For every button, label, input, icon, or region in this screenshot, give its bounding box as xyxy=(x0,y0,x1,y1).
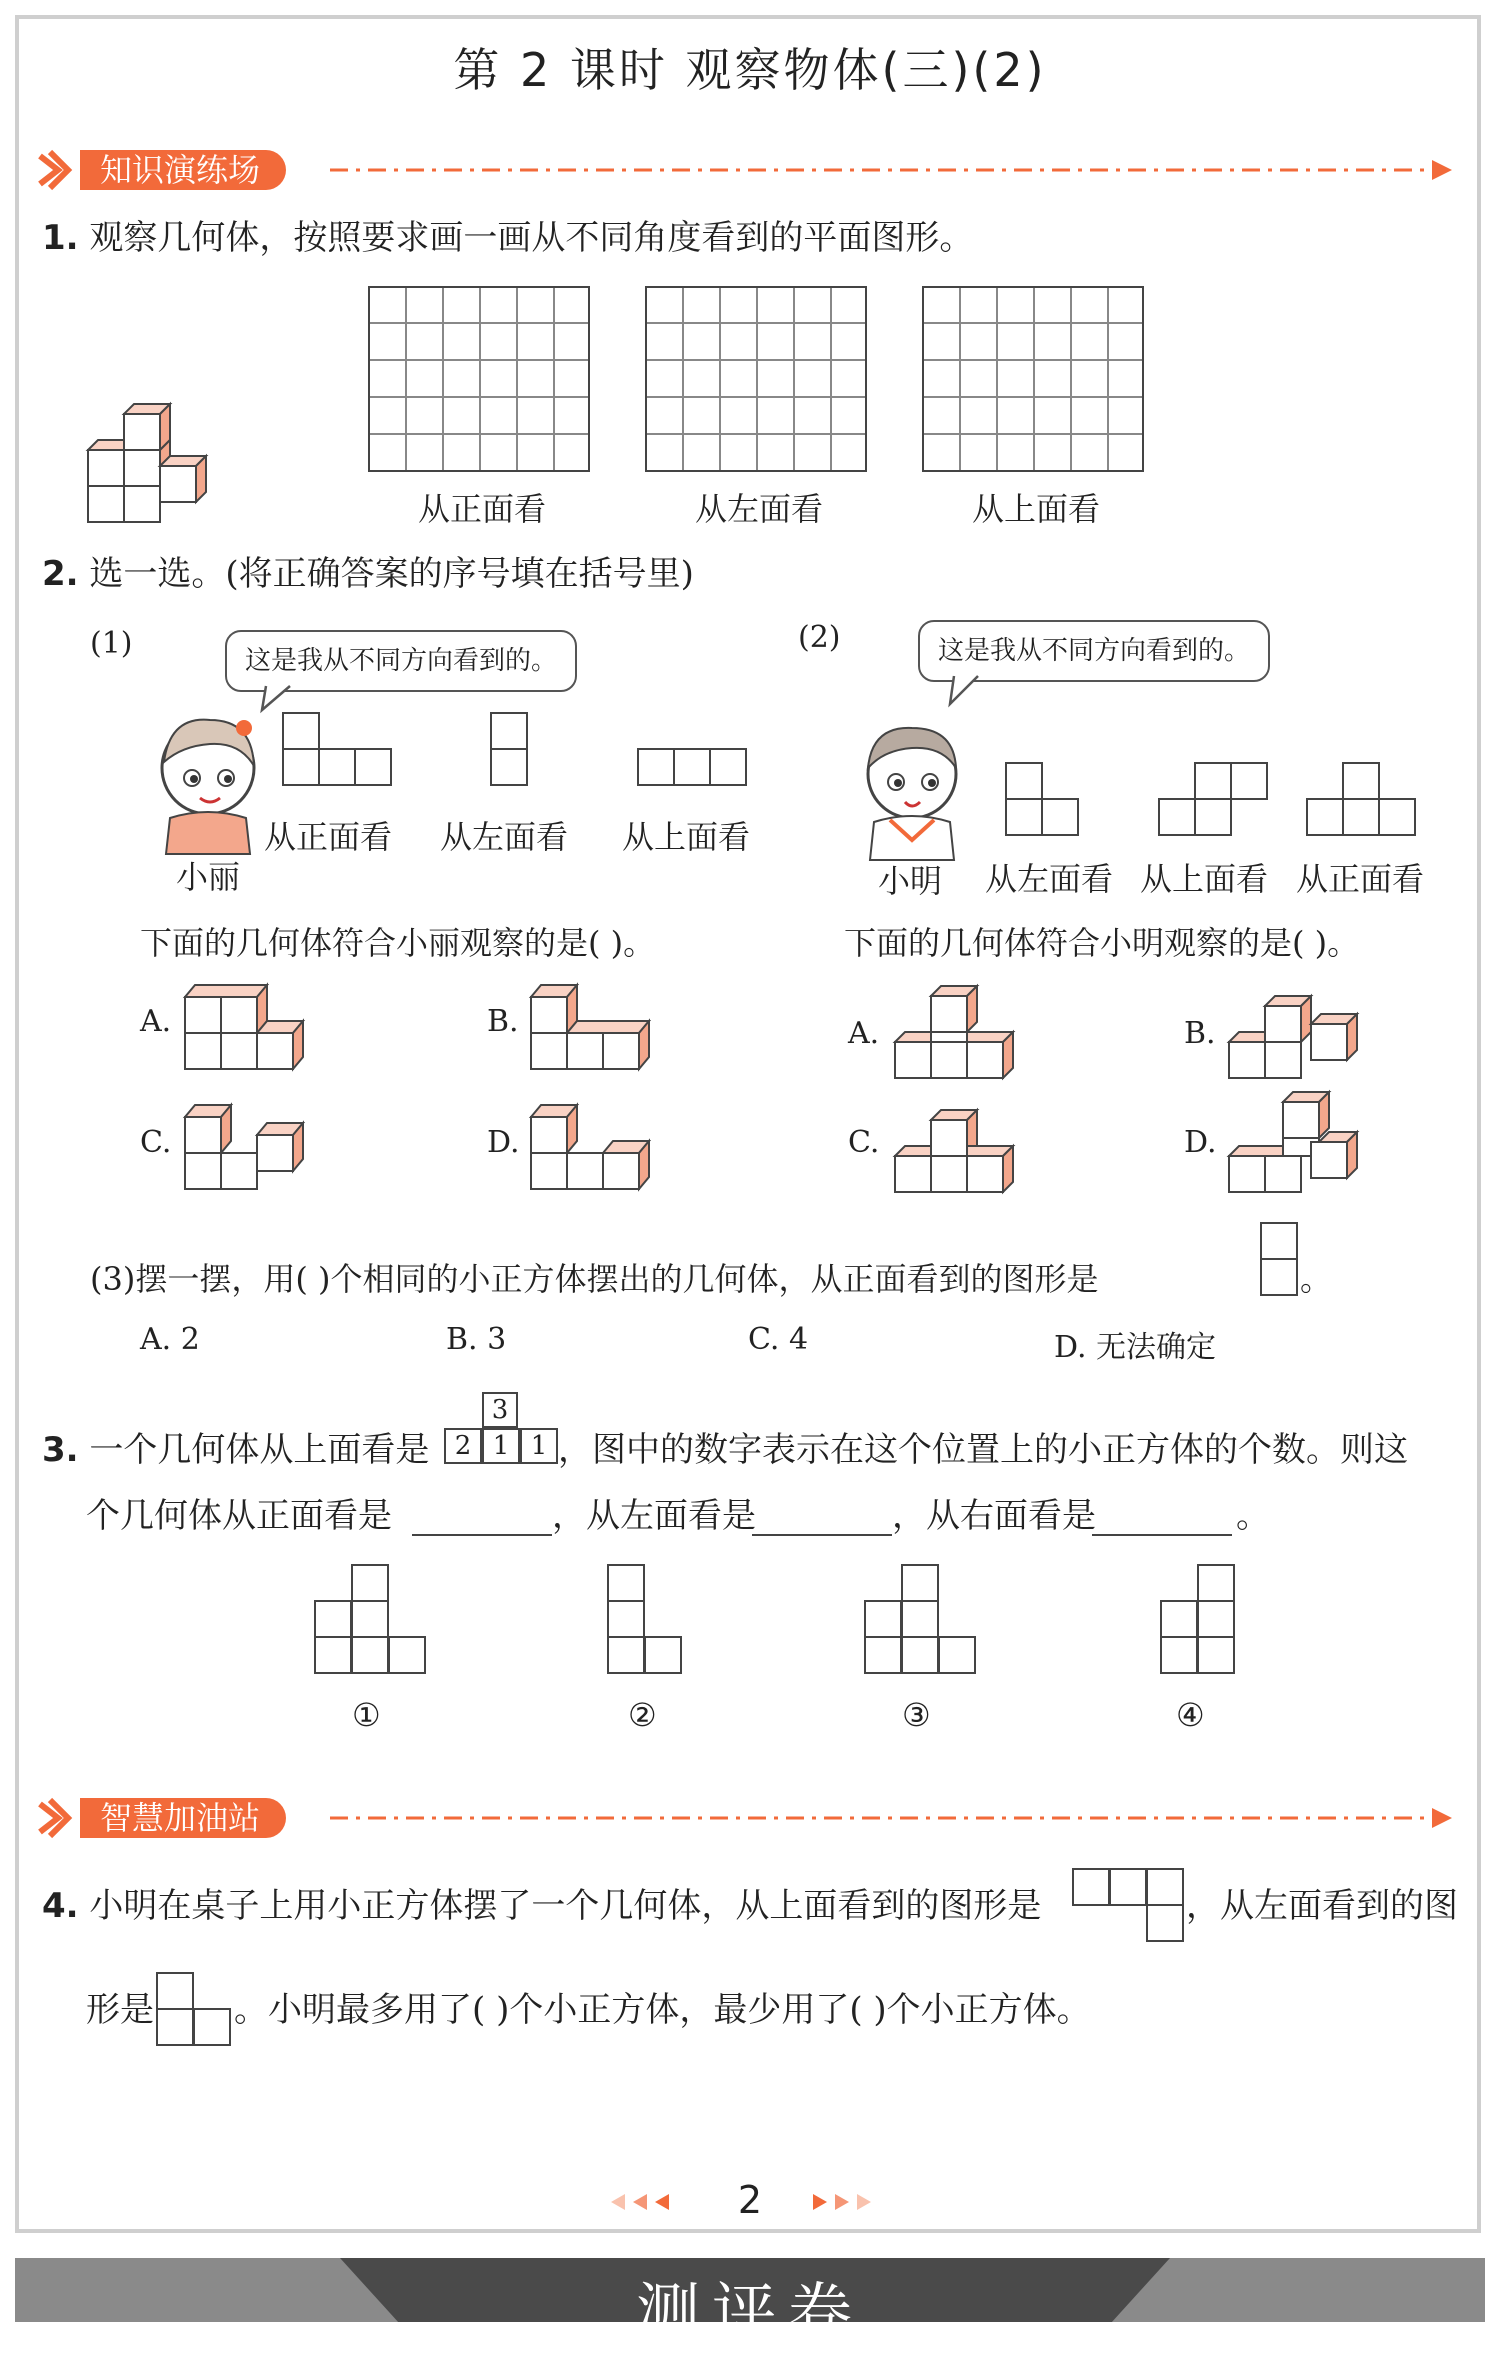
q2-p2-view-caption-left: 从左面看 xyxy=(985,860,1114,898)
q1-grid-left[interactable] xyxy=(645,286,867,472)
boy-avatar xyxy=(850,716,970,862)
q3-line2-part3: ，从右面看是 xyxy=(892,1496,1096,1536)
q2-p3-option-d[interactable]: D. 无法确定 xyxy=(1054,1330,1217,1365)
page-title: 第 2 课时 观察物体(三)(2) xyxy=(453,43,1047,97)
page-prev-arrows-icon xyxy=(605,2190,685,2214)
q4-line2-b: 。小明最多用了( )个小正方体，最少用了( )个小正方体。 xyxy=(234,1990,1091,2030)
q2-p1-question: 下面的几何体符合小丽观察的是( )。 xyxy=(140,924,656,962)
section-divider xyxy=(330,158,1460,182)
q1-grid-top[interactable] xyxy=(922,286,1144,472)
q3-line2-part2: ，从左面看是 xyxy=(552,1496,756,1536)
q2-p1-speech-bubble: 这是我从不同方向看到的。 xyxy=(225,630,577,692)
q1-caption-left: 从左面看 xyxy=(695,490,824,528)
q2-p1-option-a-label[interactable]: A. xyxy=(140,1004,172,1039)
q2-p1-option-b-figure[interactable] xyxy=(530,982,660,1070)
q3-top-cell: 1 xyxy=(482,1428,520,1464)
bubble-tail-icon xyxy=(948,676,988,706)
q1-grid-front[interactable] xyxy=(368,286,590,472)
q2-p1-option-a-figure[interactable] xyxy=(184,982,314,1070)
section-divider xyxy=(330,1806,1460,1830)
q2-p1-view-caption-front: 从正面看 xyxy=(264,818,393,856)
q4-top-view xyxy=(1072,1868,1186,1944)
q2-p1-view-top xyxy=(637,748,749,788)
q2-p2-option-a-figure[interactable] xyxy=(894,984,1024,1084)
q2-text: 2. 选一选。(将正确答案的序号填在括号里) xyxy=(42,554,694,594)
q2-p3-option-b[interactable]: B. 3 xyxy=(446,1322,507,1357)
girl-avatar xyxy=(140,706,270,856)
q4-line1-a: 4. 小明在桌子上用小正方体摆了一个几何体，从上面看到的图形是 xyxy=(42,1886,1042,1926)
q4-line1-b: ，从左面看到的图 xyxy=(1186,1886,1458,1926)
q2-p1-view-caption-left: 从左面看 xyxy=(440,818,569,856)
q2-p2-label: (2) xyxy=(798,620,841,655)
q3-top-cell: 1 xyxy=(520,1428,558,1464)
q2-p2-view-top xyxy=(1158,762,1270,838)
q2-p2-option-b-label[interactable]: B. xyxy=(1184,1016,1216,1051)
q2-p2-option-d-label[interactable]: D. xyxy=(1184,1125,1217,1160)
q2-p2-view-left xyxy=(1005,762,1081,838)
q2-p2-option-b-figure[interactable] xyxy=(1228,984,1378,1084)
section-wisdom-tag: 智慧加油站 xyxy=(80,1798,286,1838)
q3-top-cell: 2 xyxy=(444,1428,482,1464)
q3-blank-front[interactable] xyxy=(412,1534,552,1536)
q2-p2-view-caption-top: 从上面看 xyxy=(1140,860,1269,898)
q3-choice-1-label[interactable]: ① xyxy=(352,1696,381,1734)
section-logo-icon xyxy=(36,148,80,192)
q3-line1-a: 3. 一个几何体从上面看是 xyxy=(42,1430,430,1470)
q2-p1-label: (1) xyxy=(90,626,133,661)
q3-choice-3-label[interactable]: ③ xyxy=(902,1696,931,1734)
q3-choice-2-label[interactable]: ② xyxy=(628,1696,657,1734)
q3-line2-end: 。 xyxy=(1236,1496,1270,1536)
q2-p2-person-name: 小明 xyxy=(878,862,943,900)
q2-p2-question: 下面的几何体符合小明观察的是( )。 xyxy=(844,924,1360,962)
page-next-arrows-icon xyxy=(805,2190,885,2214)
page-number: 2 xyxy=(737,2178,763,2222)
q2-p3-text: (3)摆一摆，用( )个相同的小正方体摆出的几何体，从正面看到的图形是 xyxy=(90,1260,1099,1298)
q4-left-view xyxy=(156,1972,234,2048)
q1-text: 1. 观察几何体，按照要求画一画从不同角度看到的平面图形。 xyxy=(42,218,974,258)
q3-blank-right[interactable] xyxy=(1092,1534,1232,1536)
q2-p2-option-d-figure[interactable] xyxy=(1228,1090,1378,1202)
q2-p2-view-front xyxy=(1306,762,1418,838)
q2-p1-option-c-figure[interactable] xyxy=(184,1102,324,1194)
q3-line2-part1: 个几何体从正面看是 xyxy=(86,1496,392,1536)
q4-line2-a: 形是 xyxy=(86,1990,154,2030)
q3-top-cell: 3 xyxy=(482,1392,518,1428)
q2-p1-option-b-label[interactable]: B. xyxy=(487,1004,519,1039)
q3-choice-1-figure xyxy=(314,1564,428,1678)
q2-p2-option-c-label[interactable]: C. xyxy=(848,1125,880,1160)
q3-choice-2-figure xyxy=(607,1564,685,1678)
q1-caption-front: 从正面看 xyxy=(418,490,547,528)
q3-choice-3-figure xyxy=(864,1564,978,1678)
q3-blank-left[interactable] xyxy=(752,1534,892,1536)
q2-p1-option-c-label[interactable]: C. xyxy=(140,1125,172,1160)
q3-choice-4-label[interactable]: ④ xyxy=(1176,1696,1205,1734)
q1-caption-top: 从上面看 xyxy=(972,490,1101,528)
q3-choice-4-figure xyxy=(1160,1564,1238,1678)
section-practice-tag: 知识演练场 xyxy=(80,150,286,190)
q2-p1-view-front xyxy=(282,712,392,788)
q2-p1-person-name: 小丽 xyxy=(176,858,241,896)
q2-p3-option-c[interactable]: C. 4 xyxy=(748,1322,809,1357)
q2-p1-view-caption-top: 从上面看 xyxy=(622,818,751,856)
q2-p1-option-d-figure[interactable] xyxy=(530,1102,680,1194)
q2-p3-end: 。 xyxy=(1300,1260,1333,1298)
section-logo-icon xyxy=(36,1796,80,1840)
q2-p2-speech-bubble: 这是我从不同方向看到的。 xyxy=(918,620,1270,682)
q3-top-view-grid xyxy=(444,1392,558,1468)
q2-p3-front-view xyxy=(1260,1222,1300,1298)
q2-p2-option-a-label[interactable]: A. xyxy=(848,1016,880,1051)
q2-p2-view-caption-front: 从正面看 xyxy=(1296,860,1425,898)
q3-line1-b: ，图中的数字表示在这个位置上的小正方体的个数。则这 xyxy=(558,1430,1408,1470)
q1-cube-figure xyxy=(88,380,238,530)
q2-p1-option-d-label[interactable]: D. xyxy=(487,1125,520,1160)
footer-title: 测评卷 xyxy=(636,2277,864,2351)
q2-p2-option-c-figure[interactable] xyxy=(894,1096,1024,1200)
q2-p1-view-left xyxy=(490,712,530,788)
q2-p3-option-a[interactable]: A. 2 xyxy=(140,1322,200,1357)
